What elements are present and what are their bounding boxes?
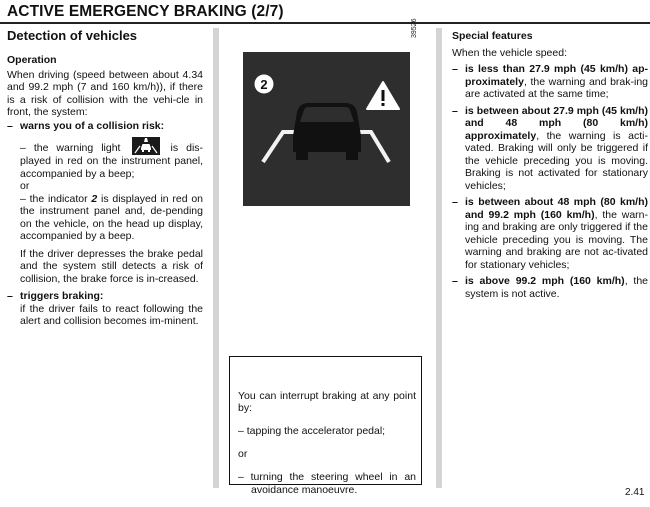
page-title [7,3,284,21]
right-column [452,30,648,300]
intro-text: When driving (speed between about 4.34 and 99.2 mph (7 and 160 km/h)), if there is a risk of collision with the vehi-cle in front, the system: [7,68,203,118]
driver-brake-text: If the driver depresses the brake pedal and the system still detects a risk of collision, the brake force is in-creased. [20,247,203,285]
speed-behaviour: , the system is not active. [465,275,648,300]
note-or: or [238,448,248,460]
warns-item [7,120,203,133]
column-divider-left [213,28,219,488]
speed-range: is above 99.2 mph (160 km/h) [465,275,625,287]
figure-code: 39526 [411,18,418,38]
car-front-icon [293,103,361,160]
dash: – [452,196,458,208]
speed-list-item [452,63,648,101]
note-box [229,356,422,496]
left-column [7,28,203,328]
or-text: or [20,180,30,192]
badge-number: 2 [260,77,268,92]
indicator-text [7,193,203,243]
speed-behaviour: , the warn-ing and braking are only triggered if the vehicle preceding you is moving. The warning and braking are not ac-tivated for stationary vehicles; [465,208,648,271]
header-rule [0,22,650,24]
column-divider-right [436,28,442,488]
triggers-item [7,290,203,303]
triggers-label: triggers braking: [20,290,104,302]
page-number: 2.41 [625,487,645,498]
operation-heading: Operation [7,54,57,66]
speed-range: is between about 48 mph (80 km/h) and 99.2 mph (160 km/h) [465,196,648,221]
dash: – [452,275,458,287]
dash: – [7,119,13,132]
number-badge [255,75,274,94]
speed-range: is between about 27.9 mph (45 km/h) and 48 mph (80 km/h) approximately [465,104,648,142]
warning-light-text [7,137,203,180]
dash: – [452,63,458,75]
speed-list-item [452,275,648,300]
indicator-num: 2 [91,192,98,205]
speed-list-item [452,105,648,193]
speed-range: is less than 27.9 mph (45 km/h) ap-proximately [465,63,648,88]
special-intro: When the vehicle speed: [452,46,567,59]
indicator-a: – the indicator [20,192,88,205]
speed-list-item [452,196,648,271]
special-features-heading: Special features [452,30,533,42]
triggers-text: if the driver fails to react following the alert and collision becomes im-minent. [20,302,203,327]
dash: – [452,104,458,117]
warns-label: warns you of a collision risk: [20,119,165,132]
indicator-b: is displayed in red on the instrument panel and, de-pending on the vehicle, on the head up display, accompanied by a beep. [20,192,204,242]
warning-light-b: is dis-played in red on the instrument panel, accompanied by a beep; [20,142,204,180]
speed-behaviour: , the warning is acti-vated. Braking will only be triggered if the vehicle preceding you is moving. Braking is not activated for stationary vehicles; [465,129,648,192]
warning-triangle-icon [367,82,399,109]
collision-warning-light-icon [132,137,160,155]
dash: – [7,290,13,302]
note-item2: – turning the steering wheel in an avoidance manoeuvre. [238,471,416,496]
warning-light-a: – the warning light [20,142,121,154]
speed-list [452,63,648,300]
page-header [0,0,650,24]
note-line1: You can interrupt braking at any point by: [238,389,416,414]
title-text: ACTIVE EMERGENCY BRAKING [7,3,247,20]
section-heading: Detection of vehicles [7,28,138,43]
speed-behaviour: , the warning and brak-ing are activated at the same time; [465,75,648,100]
dashboard-illustration [243,52,410,206]
note-item1: – tapping the accelerator pedal; [238,425,386,437]
title-suffix: (2/7) [251,3,284,20]
